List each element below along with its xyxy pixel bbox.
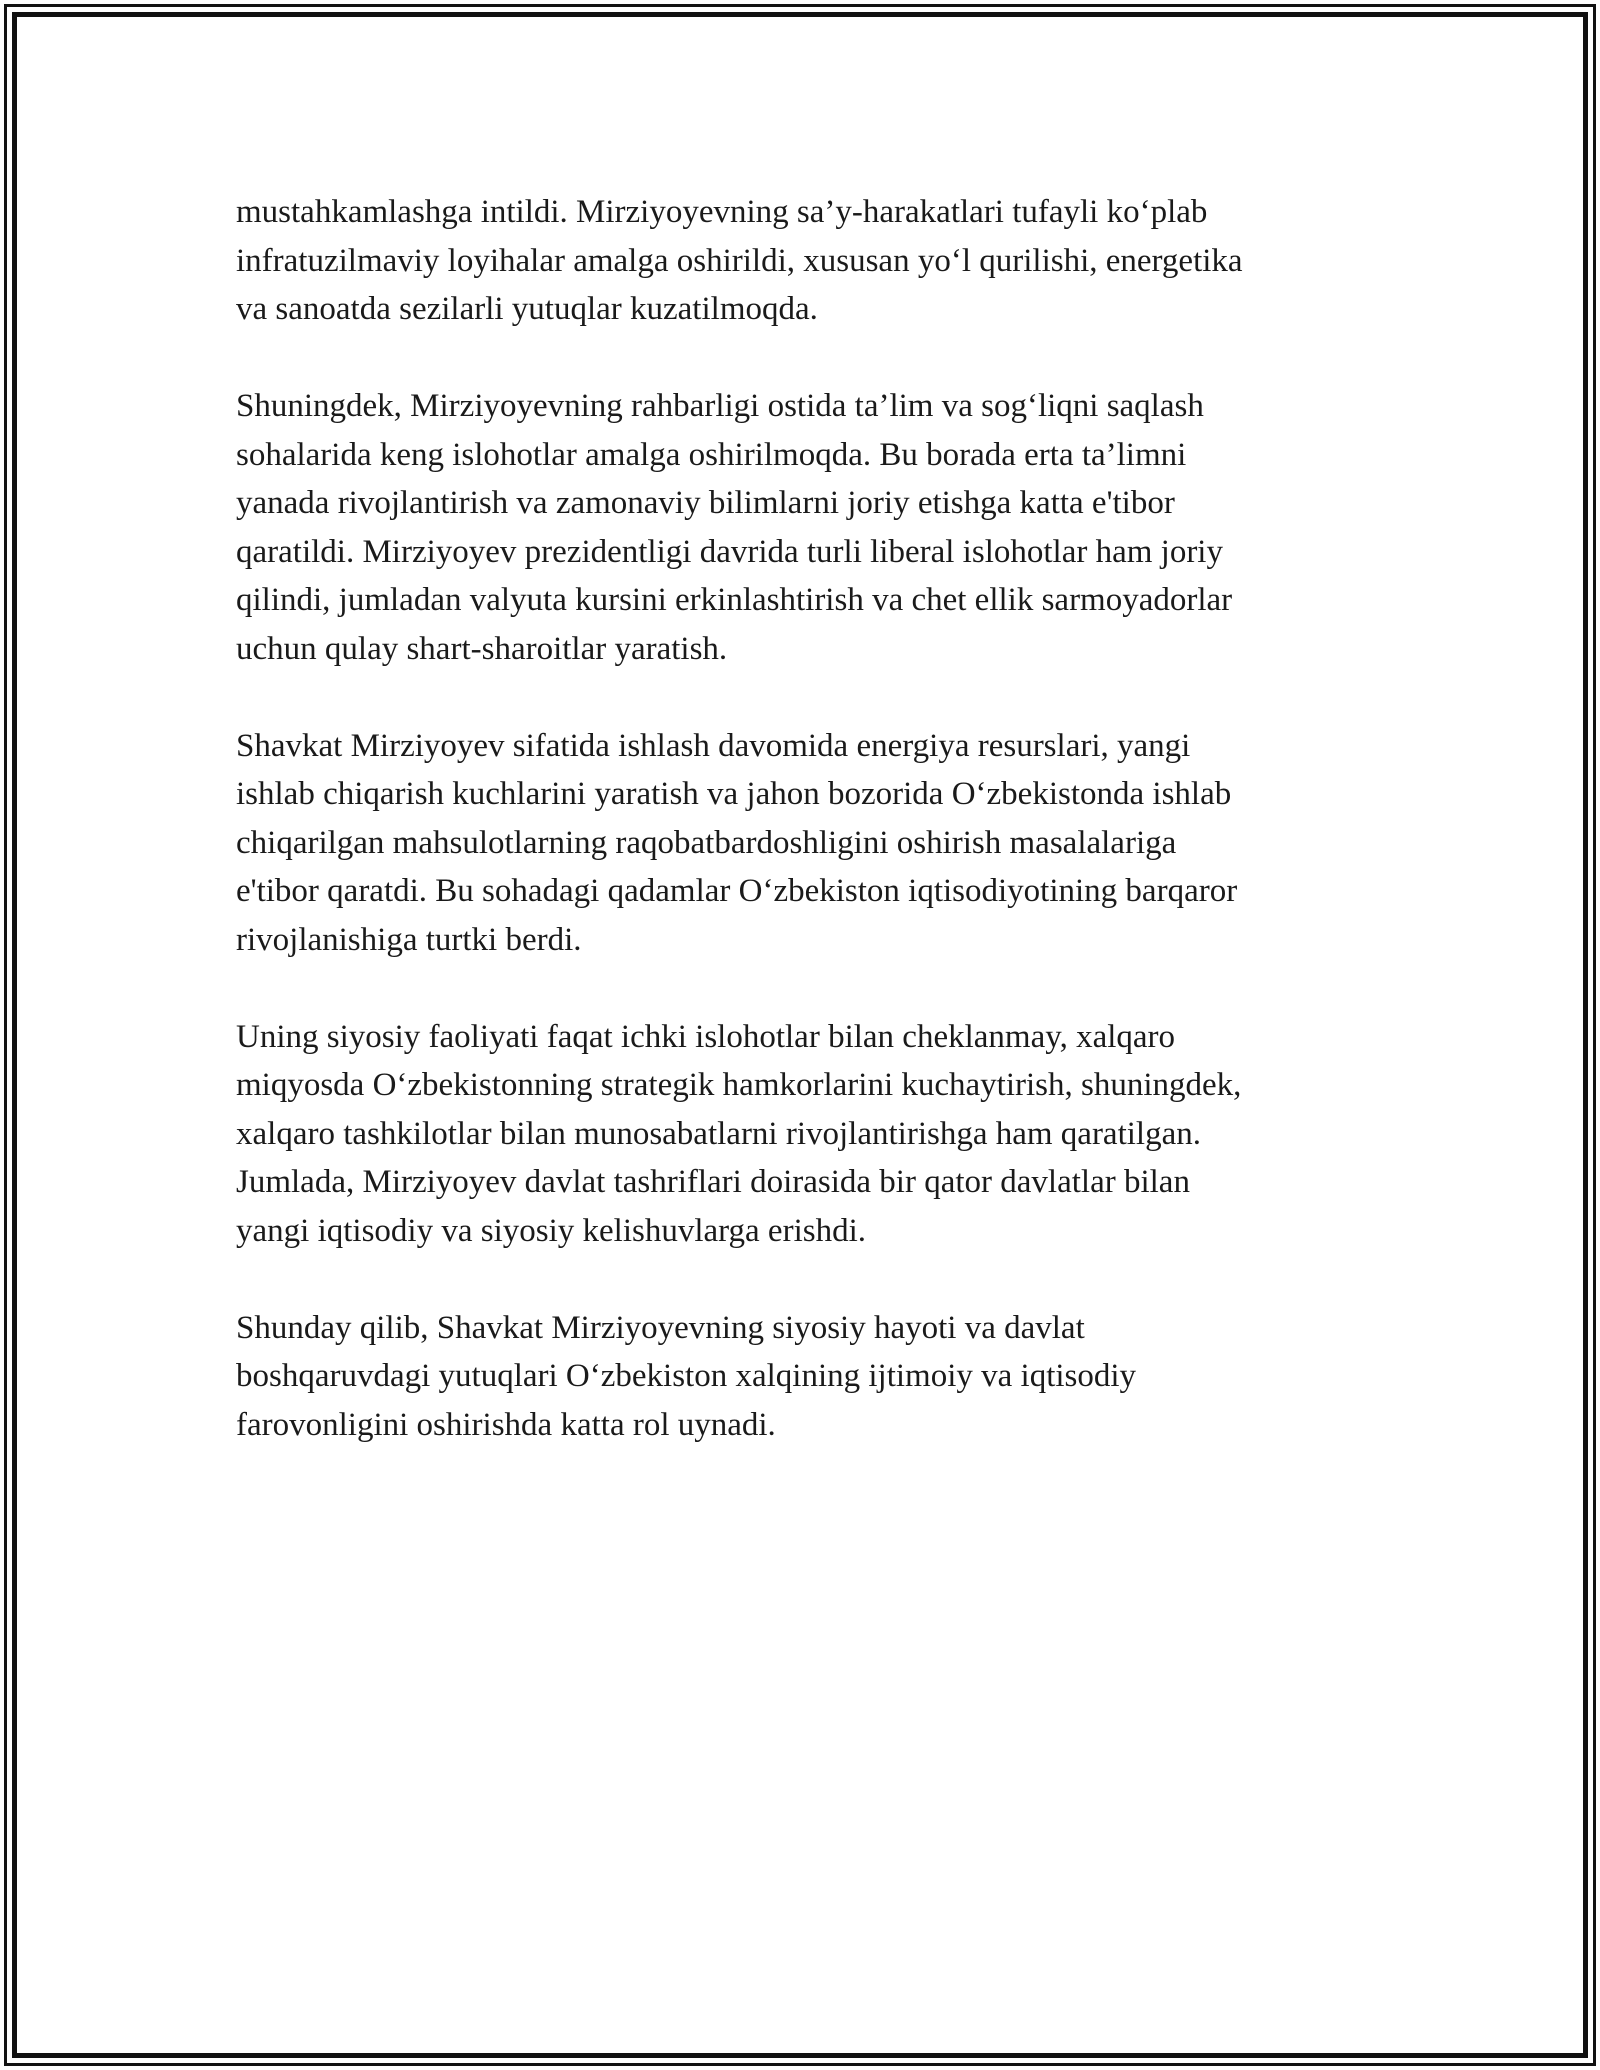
- text-line: uchun qulay shart-sharoitlar yaratish.: [236, 630, 728, 667]
- text-line: Jumlada, Mirziyoyev davlat tashriflari doirasida bir qator davlatlar bilan: [236, 1164, 1190, 1200]
- text-line: e'tibor qaratdi. Bu sohadagi qadamlar O‘zbekiston iqtisodiyotining barqaror: [236, 873, 1238, 909]
- text-line: infratuzilmaviy loyihalar amalga oshirildi, xususan yo‘l qurilishi, energetika: [236, 242, 1243, 279]
- text-line: farovonligini oshirishda katta rol uynadi.: [236, 1406, 776, 1443]
- text-line: qaratildi. Mirziyoyev prezidentligi davrida turli liberal islohotlar ham joriy: [236, 533, 1223, 570]
- text-line: Shavkat Mirziyoyev sifatida ishlash davomida energiya resurslari, yangi: [236, 727, 1191, 764]
- text-line: Shunday qilib, Shavkat Mirziyoyevning siyosiy hayoti va davlat: [236, 1309, 1085, 1346]
- text-line: qilindi, jumladan valyuta kursini erkinlashtirish va chet ellik sarmoyadorlar: [236, 582, 1233, 618]
- text-line: mustahkamlashga intildi. Mirziyoyevning sa’y-harakatlari tufayli ko‘plab: [236, 194, 1208, 230]
- text-line: boshqaruvdagi yutuqlari O‘zbekiston xalqining ijtimoiy va iqtisodiy: [236, 1358, 1137, 1394]
- text-line: yanada rivojlantirish va zamonaviy bilimlarni joriy etishga katta e'tibor: [236, 485, 1175, 521]
- text-line: Shuningdek, Mirziyoyevning rahbarligi ostida ta’lim va sog‘liqni saqlash: [236, 388, 1204, 424]
- text-line: miqyosda O‘zbekistonning strategik hamkorlarini kuchaytirish, shuningdek,: [236, 1067, 1242, 1103]
- text-line: va sanoatda sezilarli yutuqlar kuzatilmoqda.: [236, 291, 818, 327]
- text-line: ishlab chiqarish kuchlarini yaratish va jahon bozorida O‘zbekistonda ishlab: [236, 776, 1232, 812]
- paragraph-4: [236, 1013, 1376, 1256]
- text-line: xalqaro tashkilotlar bilan munosabatlarni rivojlantirishga ham qaratilgan.: [236, 1115, 1201, 1152]
- paragraph-3: [236, 722, 1376, 965]
- text-line: Uning siyosiy faoliyati faqat ichki islohotlar bilan cheklanmay, xalqaro: [236, 1018, 1176, 1055]
- text-line: yangi iqtisodiy va siyosiy kelishuvlarga erishdi.: [236, 1212, 866, 1249]
- text-line: rivojlanishiga turtki berdi.: [236, 921, 582, 958]
- text-line: sohalarida keng islohotlar amalga oshirilmoqda. Bu borada erta ta’limni: [236, 436, 1187, 473]
- paragraph-2: [236, 382, 1376, 673]
- paragraph-5: [236, 1304, 1376, 1450]
- text-line: chiqarilgan mahsulotlarning raqobatbardoshligini oshirish masalalariga: [236, 824, 1177, 861]
- paragraph-1: [236, 188, 1376, 334]
- document-body: [236, 188, 1376, 1498]
